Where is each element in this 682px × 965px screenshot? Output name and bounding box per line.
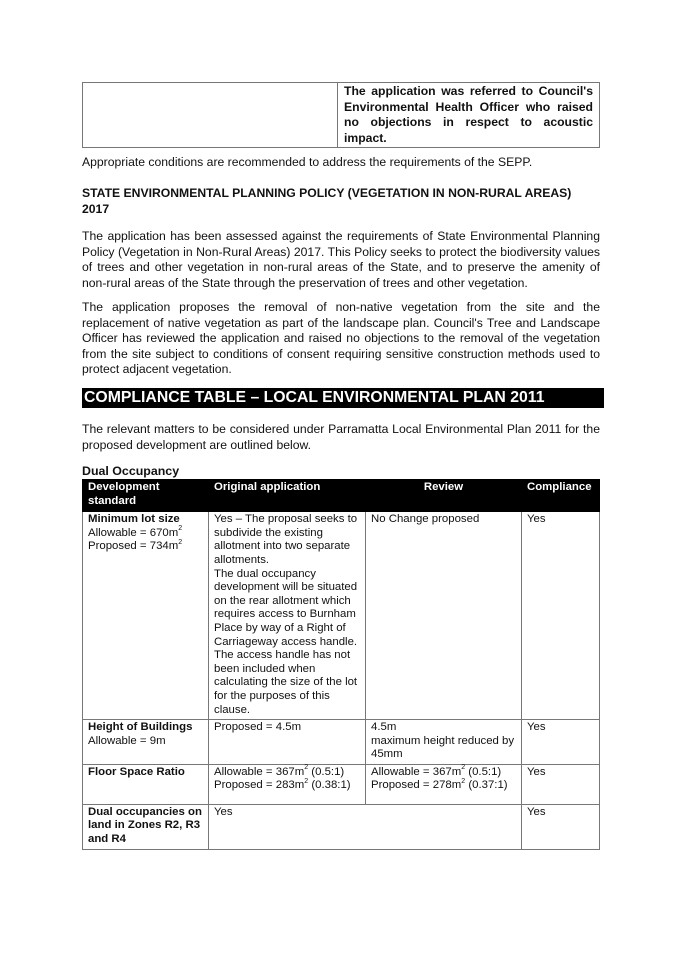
original-text: Proposed = 4.5m (214, 721, 302, 734)
vegetation-heading (82, 186, 600, 217)
original-cell: Yes (209, 804, 522, 849)
compliance-cell: Yes (522, 764, 600, 804)
table-row (83, 512, 600, 720)
original-text (214, 766, 360, 780)
superscript: 2 (178, 538, 183, 546)
acoustic-comment-cell: The application was referred to Council's Environmental Health Officer who raised no objections in respect to acoustic impact. (338, 83, 600, 148)
table-row (83, 83, 600, 148)
table-row (83, 764, 600, 804)
superscript: 2 (461, 777, 466, 785)
compliance-table-banner: COMPLIANCE TABLE – LOCAL ENVIRONMENTAL PLAN 2011 (82, 388, 604, 408)
original-allowable: Allowable = 367m (214, 765, 305, 778)
superscript: 2 (178, 524, 183, 532)
compliance-cell: Yes (522, 512, 600, 720)
vegetation-paragraph-2: The application proposes the removal of non-native vegetation from the site and the replacement of native vegetation as part of the landscape plan. Council's Tree and Landscape Officer has reviewed the application and raised no objections to the removal of the vegetation from the site subject to conditions of consent requiring sensitive construction methods used to protect adjacent vegetation. (82, 300, 600, 377)
original-cell (209, 720, 366, 765)
original-allowable-ratio: (0.5:1) (308, 765, 345, 778)
header-review: Review (366, 480, 522, 512)
review-text: maximum height reduced by 45mm (371, 734, 515, 761)
vegetation-heading-line1: STATE ENVIRONMENTAL PLANNING POLICY (VEGETATION IN NON-RURAL AREAS) (82, 186, 572, 200)
review-proposed: Proposed = 278m (371, 779, 462, 792)
review-cell (366, 720, 522, 765)
review-text (371, 779, 516, 793)
dual-occupancy-title: Dual Occupancy (82, 464, 180, 478)
table-row (83, 720, 600, 765)
review-allowable: Allowable = 367m (371, 765, 462, 778)
table-header-row (83, 480, 600, 512)
review-cell (366, 764, 522, 804)
standard-title: Height of Buildings (88, 721, 193, 734)
standard-value (88, 524, 203, 541)
original-proposed-ratio: (0.38:1) (308, 779, 351, 792)
review-text (371, 766, 516, 780)
review-cell (366, 512, 522, 720)
review-text: No Change proposed (371, 513, 480, 526)
standard-title: Minimum lot size (88, 513, 180, 526)
review-allowable-ratio: (0.5:1) (465, 765, 502, 778)
original-text: The access handle has not been included when calculating the size of the lot for the purposes of this clause. (214, 649, 358, 716)
standard-cell (83, 512, 209, 720)
proposed-value: Proposed = 734m (88, 540, 179, 553)
superscript: 2 (461, 764, 466, 772)
superscript: 2 (304, 764, 309, 772)
lep-compliance-table (82, 479, 600, 850)
header-development-standard: Development standard (83, 480, 209, 512)
original-text: The dual occupancy development will be situated on the rear allotment which requires access to Burnham Place by way of a Right of Carriageway access handle. (214, 567, 358, 648)
standard-cell (83, 764, 209, 804)
original-text: Yes – The proposal seeks to subdivide the existing allotment into two separate allotments. (214, 513, 358, 566)
vegetation-heading-line2: 2017 (82, 201, 110, 216)
empty-cell (83, 83, 338, 148)
standard-cell: Dual occupancies on land in Zones R2, R3 and R4 (83, 804, 209, 849)
header-compliance: Compliance (522, 480, 600, 512)
table-row (83, 804, 600, 849)
review-proposed-ratio: (0.37:1) (465, 779, 508, 792)
acoustic-table (82, 82, 600, 148)
original-proposed: Proposed = 283m (214, 779, 305, 792)
superscript: 2 (304, 777, 309, 785)
standard-title: Floor Space Ratio (88, 765, 185, 778)
sepp-conditions-text: Appropriate conditions are recommended to address the requirements of the SEPP. (82, 155, 533, 169)
vegetation-paragraph-1: The application has been assessed against the requirements of State Environmental Planning Policy (Vegetation in Non-Rural Areas) 2017. This Policy seeks to protect the biodiversity values of trees and other vegetation in non-rural areas of the State, and to preserve the amenity of non-rural areas of the State through the preservation of trees and other vegetation. (82, 229, 600, 290)
standard-value (88, 540, 203, 554)
original-cell (209, 764, 366, 804)
review-text: 4.5m (371, 721, 397, 734)
compliance-cell: Yes (522, 720, 600, 765)
standard-cell (83, 720, 209, 765)
header-original-application: Original application (209, 480, 366, 512)
allowable-value: Allowable = 670m (88, 526, 179, 539)
original-cell (209, 512, 366, 720)
standard-value: Allowable = 9m (88, 734, 166, 747)
compliance-intro: The relevant matters to be considered under Parramatta Local Environmental Plan 2011 for the proposed development are outlined below. (82, 422, 600, 452)
compliance-cell: Yes (522, 804, 600, 849)
original-text (214, 779, 360, 793)
